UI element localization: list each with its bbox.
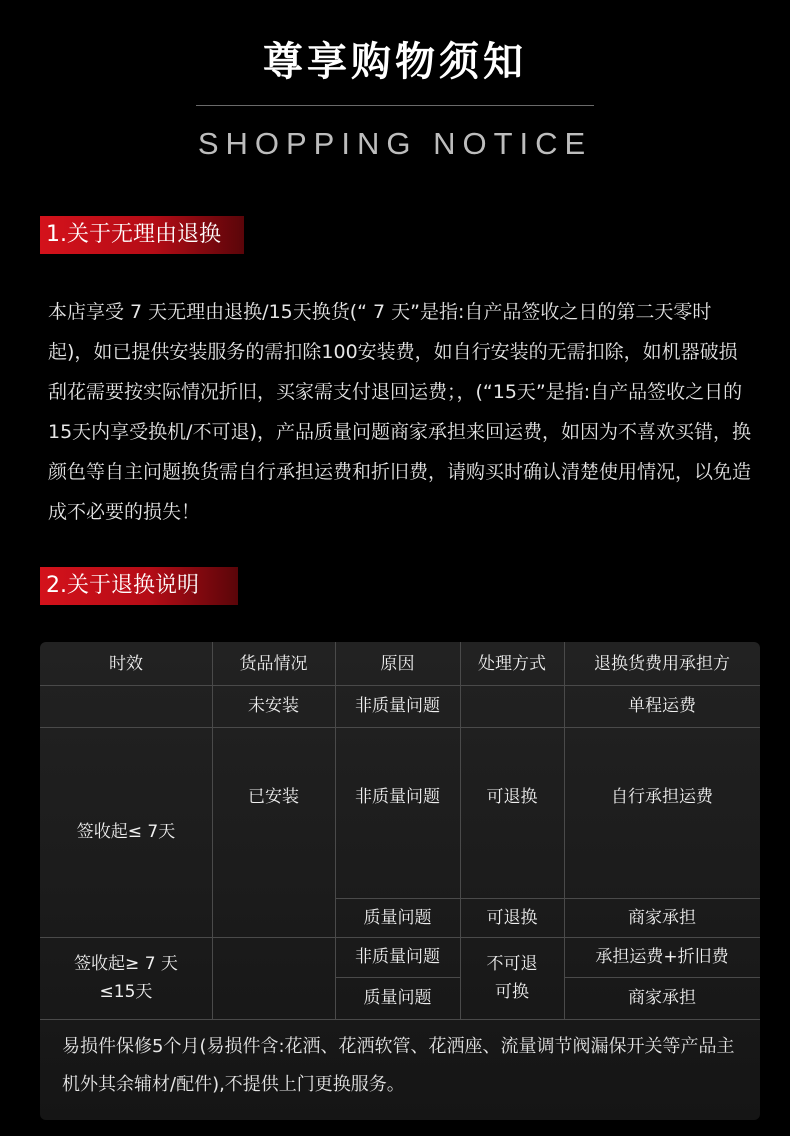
- period-line: ≤15天: [99, 982, 153, 1002]
- return-policy-paragraph: 本店享受 7 天无理由退换/15天换货(“ 7 天”是指:自产品签收之日的第二天零时起)，如已提供安装服务的需扣除100安装费，如自行安装的无需扣除，如机器破损刮花需要按实际情况折旧，买家需支付退回运费；，(“15天”是指:自产品签收之日的15天内享受换机/不可退)，产品质量问题商家承担来回运费，如因为不喜欢买错，换颜色等自主问题换货需自行承担运费和折旧费，请购买时确认清楚使用情况，以免造成不必要的损失！: [48, 301, 752, 523]
- cell-fee: 商家承担: [628, 907, 696, 928]
- header-handling-method: 处理方式: [478, 653, 546, 674]
- cell-reason: 非质量问题: [355, 787, 440, 807]
- page-title: 尊享购物须知: [263, 39, 527, 85]
- cell-not-installed: 未安装: [248, 696, 299, 716]
- section-heading-return-explanation: 2.关于退换说明: [40, 567, 238, 605]
- header-period: 时效: [109, 653, 143, 674]
- cell-method: [460, 937, 564, 1019]
- title-divider: [196, 105, 594, 106]
- cell-reason: 非质量问题: [355, 947, 440, 967]
- wear-parts-warranty-note: 易损件保修5个月(易损件含:花洒、花洒软管、花洒座、流量调节阀漏保开关等产品主机外其余辅材/配件),不提供上门更换服务。: [62, 1036, 735, 1095]
- cell-fee: 承担运费+折旧费: [595, 947, 729, 967]
- cell-reason: 非质量问题: [355, 696, 440, 716]
- cell-reason: 质量问题: [363, 907, 432, 928]
- header-fee-bearer: 退换货费用承担方: [594, 653, 730, 674]
- cell-method: 可退换: [486, 907, 538, 928]
- cell-fee: 自行承担运费: [611, 787, 713, 807]
- header-reason: 原因: [380, 653, 415, 674]
- method-line: 不可退: [486, 954, 538, 974]
- section-heading-no-reason-return: 1.关于无理由退换: [40, 216, 244, 254]
- return-policy-table: [40, 642, 760, 1120]
- cell-method: 可退换: [486, 787, 538, 807]
- page-subtitle: SHOPPING NOTICE: [197, 126, 593, 161]
- method-line: 可换: [495, 982, 529, 1002]
- cell-reason: 质量问题: [363, 988, 432, 1008]
- cell-installed: 已安装: [248, 787, 299, 807]
- period-line: 签收起≥ 7 天: [74, 954, 178, 974]
- cell-period-7-to-15-days: [40, 937, 212, 1019]
- header-goods-condition: 货品情况: [239, 653, 308, 674]
- cell-fee: 商家承担: [628, 988, 696, 1008]
- cell-period-within-7-days: 签收起≤ 7天: [76, 822, 176, 842]
- table-divider: [40, 1019, 760, 1020]
- cell-fee: 单程运费: [628, 696, 696, 716]
